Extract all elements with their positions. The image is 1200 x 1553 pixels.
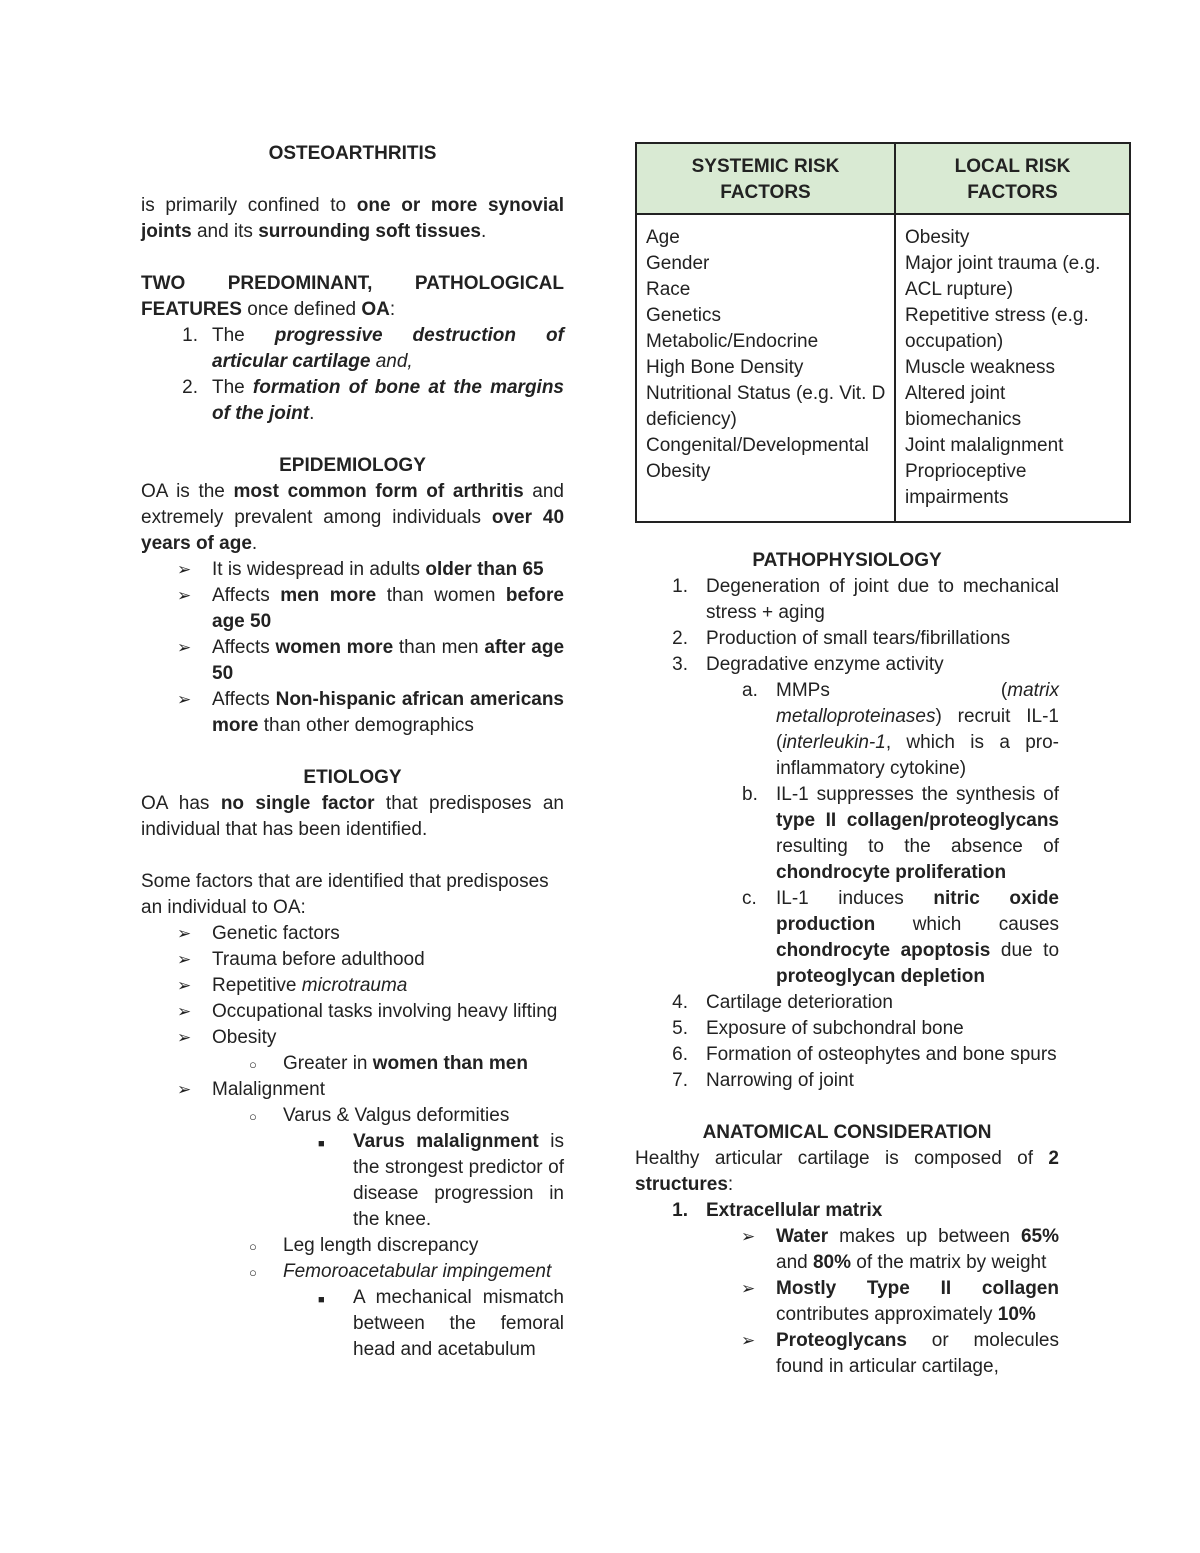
list-item: 6. Formation of osteophytes and bone spurs xyxy=(672,1044,1057,1065)
list-item: ➢ Affects Non-hispanic african americans more than other demographics xyxy=(177,689,564,736)
table-cell: Proprioceptive impairments xyxy=(905,461,1027,508)
list-item: ➢ Affects men more than women before age 50 xyxy=(177,585,564,632)
table-cell: Race xyxy=(646,279,691,300)
table-cell: Repetitive stress (e.g. occupation) xyxy=(905,305,1089,352)
list-item: ➢ Trauma before adulthood xyxy=(141,947,564,973)
circle-bullet-icon: ○ xyxy=(249,1057,257,1072)
list-item: 1. The progressive destruction of articular cartilage and, xyxy=(182,325,564,372)
table-cell: High Bone Density xyxy=(646,357,804,378)
etiology-heading: ETIOLOGY xyxy=(303,767,402,788)
right-column xyxy=(635,142,1131,1380)
table-cell: Gender xyxy=(646,253,710,274)
arrow-bullet-icon: ➢ xyxy=(177,1002,192,1021)
table-cell: Age xyxy=(646,227,680,248)
arrow-bullet-icon: ➢ xyxy=(177,976,192,995)
left-column xyxy=(141,141,564,1363)
arrow-bullet-icon: ➢ xyxy=(177,560,192,579)
arrow-bullet-icon: ➢ xyxy=(741,1279,756,1298)
doc-title: OSTEOARTHRITIS xyxy=(268,143,437,164)
etiology-paragraph: OA has no single factor that predisposes an individual that has been identified. xyxy=(141,793,564,840)
table-cell: Major joint trauma (e.g. ACL rupture) xyxy=(905,253,1101,300)
circle-bullet-icon: ○ xyxy=(249,1265,257,1280)
local-risk-list xyxy=(895,214,1130,522)
arrow-bullet-icon: ➢ xyxy=(177,690,192,709)
list-item: ○ Greater in women than men xyxy=(141,1051,564,1077)
list-item: 1. Extracellular matrix xyxy=(672,1200,883,1221)
table-cell: Nutritional Status (e.g. Vit. D deficiency) xyxy=(646,383,886,430)
pathophysiology-heading: PATHOPHYSIOLOGY xyxy=(752,550,942,571)
risk-factors-table xyxy=(635,142,1131,523)
features-paragraph: TWO PREDOMINANT, PATHOLOGICAL FEATURES once defined OA: xyxy=(141,273,564,320)
list-item: ➢ Proteoglycans or molecules found in articular cartilage, xyxy=(741,1330,1059,1377)
list-item: 1. Degeneration of joint due to mechanical stress + aging xyxy=(672,576,1059,623)
systemic-risk-list xyxy=(636,214,895,522)
arrow-bullet-icon: ➢ xyxy=(741,1331,756,1350)
systemic-risk-header: SYSTEMIC RISK FACTORS xyxy=(636,143,895,214)
list-item: c. IL-1 induces nitric oxide production which causes chondrocyte apoptosis due to proteoglycan depletion xyxy=(742,888,1060,987)
table-cell: Obesity xyxy=(905,227,970,248)
list-item: 5. Exposure of subchondral bone xyxy=(672,1018,964,1039)
list-item: ➢ Obesity xyxy=(141,1025,564,1051)
list-item: a. MMPs (matrix metalloproteinases) recruit IL-1 (interleukin-1, which is a pro-inflammatory cytokine) xyxy=(742,680,1059,779)
list-item: 2. Production of small tears/fibrillations xyxy=(672,628,1011,649)
table-cell: Muscle weakness xyxy=(905,357,1055,378)
arrow-bullet-icon: ➢ xyxy=(177,586,192,605)
list-item: ➢ Water makes up between 65% and 80% of the matrix by weight xyxy=(741,1226,1059,1273)
list-item: ■ A mechanical mismatch between the femoral head and acetabulum xyxy=(318,1287,564,1360)
table-cell: Joint malalignment xyxy=(905,435,1064,456)
list-item: b. IL-1 suppresses the synthesis of type II collagen/proteoglycans resulting to the absence of chondrocyte proliferation xyxy=(742,784,1059,883)
list-item: 4. Cartilage deterioration xyxy=(672,992,893,1013)
square-bullet-icon: ■ xyxy=(318,1138,325,1150)
anatomical-heading: ANATOMICAL CONSIDERATION xyxy=(702,1122,992,1143)
list-item: ○ Varus & Valgus deformities xyxy=(141,1103,564,1129)
square-bullet-icon: ■ xyxy=(318,1294,325,1306)
arrow-bullet-icon: ➢ xyxy=(741,1227,756,1246)
arrow-bullet-icon: ➢ xyxy=(177,1028,192,1047)
etiology-paragraph-2: Some factors that are identified that predisposes an individual to OA: xyxy=(141,871,549,918)
arrow-bullet-icon: ➢ xyxy=(177,638,192,657)
list-item: ➢ Affects women more than men after age 50 xyxy=(177,637,565,684)
epidemiology-heading: EPIDEMIOLOGY xyxy=(279,455,426,476)
list-item: ➢ Occupational tasks involving heavy lifting xyxy=(141,999,564,1025)
local-risk-header: LOCAL RISK FACTORS xyxy=(895,143,1130,214)
table-cell: Congenital/Developmental xyxy=(646,435,869,456)
arrow-bullet-icon: ➢ xyxy=(177,924,192,943)
circle-bullet-icon: ○ xyxy=(249,1239,257,1254)
list-item: ○ Leg length discrepancy xyxy=(141,1233,564,1259)
table-cell: Obesity xyxy=(646,461,711,482)
list-item: ➢ It is widespread in adults older than 65 xyxy=(141,557,564,583)
arrow-bullet-icon: ➢ xyxy=(177,1080,192,1099)
list-item: ➢ Genetic factors xyxy=(141,921,564,947)
table-cell: Altered joint biomechanics xyxy=(905,383,1022,430)
arrow-bullet-icon: ➢ xyxy=(177,950,192,969)
intro-paragraph: is primarily confined to one or more synovial joints and its surrounding soft tissues. xyxy=(141,195,564,242)
epidemiology-paragraph: OA is the most common form of arthritis and extremely prevalent among individuals over 40 years of age. xyxy=(141,481,565,554)
list-item: 7. Narrowing of joint xyxy=(672,1070,854,1091)
circle-bullet-icon: ○ xyxy=(249,1109,257,1124)
list-item: ➢ Mostly Type II collagen contributes approximately 10% xyxy=(741,1278,1059,1325)
list-item: ➢ Malalignment xyxy=(141,1077,564,1103)
list-item: ○ Femoroacetabular impingement xyxy=(141,1259,564,1285)
list-item: 3. Degradative enzyme activity xyxy=(672,654,944,675)
list-item: ■ Varus malalignment is the strongest predictor of disease progression in the knee. xyxy=(318,1131,564,1230)
anatomical-paragraph: Healthy articular cartilage is composed of 2 structures: xyxy=(635,1148,1059,1195)
list-item: ➢ Repetitive microtrauma xyxy=(141,973,564,999)
list-item: 2. The formation of bone at the margins of the joint. xyxy=(182,377,564,424)
table-cell: Genetics xyxy=(646,305,721,326)
table-cell: Metabolic/Endocrine xyxy=(646,331,819,352)
